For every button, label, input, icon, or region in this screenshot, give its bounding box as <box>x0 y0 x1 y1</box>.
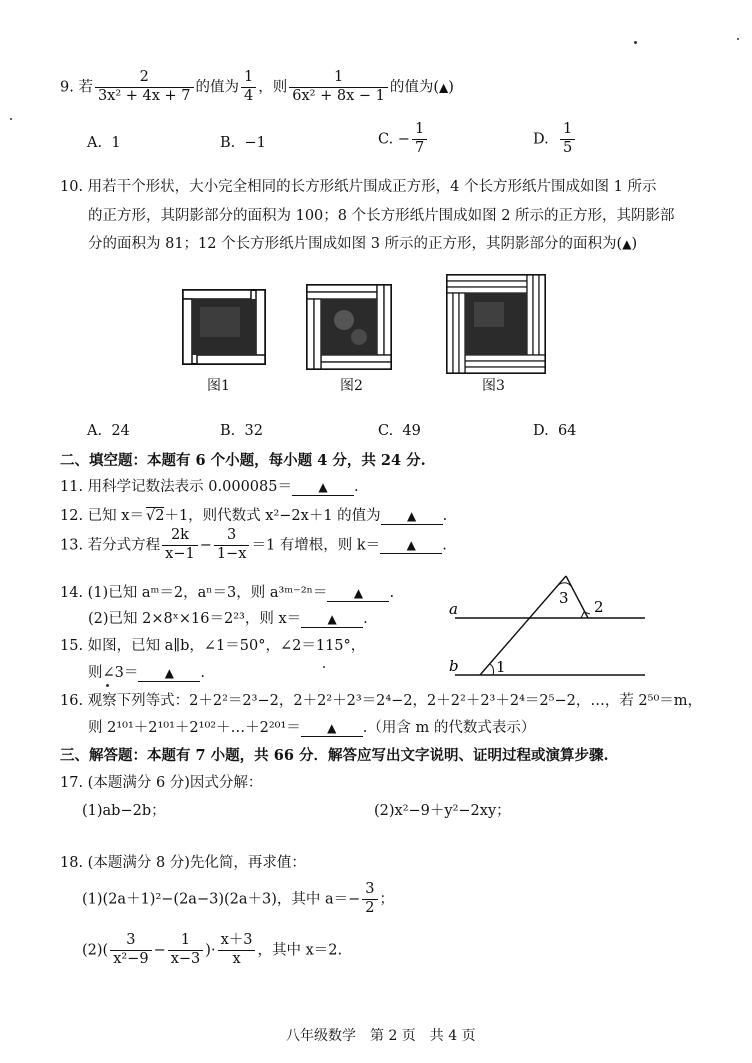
fraction: $\frac{1}{4}$ <box>241 70 256 105</box>
figure-1-caption: 图1 <box>207 378 230 394</box>
figure-2-caption: 图2 <box>340 378 363 394</box>
question-9: 9. 若 $\frac{2}{\text{3x² + 4x + 7}}$ 的值为 $\frac{1}{4}$ ，则 $\frac{1}{\text{6x² + 8x − 1}}$ 的值为(▲) <box>60 69 454 104</box>
question-14-part-1: 14. (1)已知 aᵐ＝2，aⁿ＝3，则 a³ᵐ⁻²ⁿ＝ ▲ . <box>60 585 395 601</box>
answer-blank: ▲ <box>292 479 354 496</box>
option-a: A. 1 <box>87 135 121 151</box>
answer-marker: ▲ <box>439 80 449 95</box>
fraction: $\frac{1}{\text{6x² + 8x − 1}}$ <box>289 70 388 105</box>
line-b-label: b <box>449 657 459 675</box>
figure-3 <box>444 272 548 376</box>
question-10-line-1: 10. 用若干个形状，大小完全相同的长方形纸片围成正方形，4 个长方形纸片围成如图 1 所示 <box>60 179 657 195</box>
parallel-lines-figure <box>445 568 655 683</box>
question-16-line-1: 16. 观察下列等式：2＋2²＝2³−2，2＋2²＋2³＝2⁴−2，2＋2²＋2³＋2⁴＝2⁵−2，…，若 2⁵⁰＝m， <box>60 693 703 709</box>
scan-speck <box>106 684 109 687</box>
scan-speck <box>737 38 739 40</box>
option-a: A. 24 <box>87 423 130 439</box>
answer-blank: ▲ <box>138 665 200 682</box>
angle-1-label: 1 <box>496 658 506 676</box>
option-b: B. −1 <box>220 135 266 151</box>
option-d: D. $\frac{1}{5}$ <box>533 122 577 157</box>
option-d: D. 64 <box>533 423 577 439</box>
scan-speck <box>10 118 12 120</box>
question-15: 15. 如图，已知 a∥b，∠1＝50°，∠2＝115°， <box>60 638 366 654</box>
figure-1 <box>180 287 268 367</box>
option-b: B. 32 <box>220 423 263 439</box>
option-c: C. 49 <box>378 423 421 439</box>
figure-3-caption: 图3 <box>482 378 505 394</box>
answer-blank: ▲ <box>380 537 442 554</box>
question-14-part-2: (2)已知 2×8ˣ×16＝2²³，则 x＝ ▲ . <box>88 611 368 627</box>
question-12: 12. 已知 x＝ √2＋1，则代数式 x²−2x＋1 的值为 ▲ . <box>60 508 448 524</box>
question-10-line-2: 的正方形，其阴影部分的面积为 100；8 个长方形纸片围成如图 2 所示的正方形，其阴影部 <box>88 208 675 224</box>
answer-blank: ▲ <box>381 508 443 525</box>
sqrt: √2 <box>145 508 165 524</box>
figure-2 <box>304 282 394 372</box>
option-c: C. − $\frac{1}{7}$ <box>378 122 429 157</box>
line-a-label: a <box>449 600 458 618</box>
answer-blank: ▲ <box>301 720 363 737</box>
question-15-line-2: 则∠3＝ ▲ . <box>88 665 205 681</box>
question-17-part-1: (1)ab−2b； <box>82 803 166 819</box>
page-footer: 八年级数学 第 2 页 共 4 页 <box>286 1028 476 1044</box>
section-heading-fill-in: 二、填空题：本题有 6 个小题，每小题 4 分，共 24 分. <box>60 452 426 469</box>
question-16-line-2: 则 2¹⁰¹＋2¹⁰¹＋2¹⁰²＋…＋2²⁰¹＝ ▲ .（用含 m 的代数式表示） <box>88 720 536 736</box>
question-18-part-1: (1)(2a＋1)²−(2a−3)(2a＋3)，其中 a＝− $\frac{3}{2}$ ； <box>82 881 395 916</box>
answer-blank: ▲ <box>327 585 389 602</box>
question-11: 11. 用科学记数法表示 0.000085＝ ▲ . <box>60 479 359 495</box>
question-17: 17. (本题满分 6 分)因式分解： <box>60 775 263 791</box>
angle-3-label: 3 <box>559 589 569 607</box>
question-18-part-2: (2)( $\frac{3}{\text{x²−9}}$ − $\frac{1}{x-3}$ )· $\frac{x+3}{x}$ ，其中 x＝2. <box>82 932 343 967</box>
question-13: 13. 若分式方程 $\frac{2k}{x-1}$ − $\frac{3}{1-x}$ ＝1 有增根，则 k＝ ▲ . <box>60 527 447 562</box>
scan-speck <box>634 41 637 44</box>
question-10-line-3: 分的面积为 81；12 个长方形纸片围成如图 3 所示的正方形，其阴影部分的面积为(▲) <box>88 236 638 252</box>
answer-blank: ▲ <box>301 611 363 628</box>
angle-2-label: 2 <box>594 598 604 616</box>
question-17-part-2: (2)x²−9＋y²−2xy； <box>374 803 511 819</box>
scan-speck <box>323 666 325 668</box>
fraction: $\frac{2}{\text{3x² + 4x + 7}}$ <box>95 70 194 105</box>
question-18: 18. (本题满分 8 分)先化简，再求值： <box>60 855 306 871</box>
section-heading-solve: 三、解答题：本题有 7 小题，共 66 分．解答应写出文字说明、证明过程或演算步骤. <box>60 747 609 764</box>
